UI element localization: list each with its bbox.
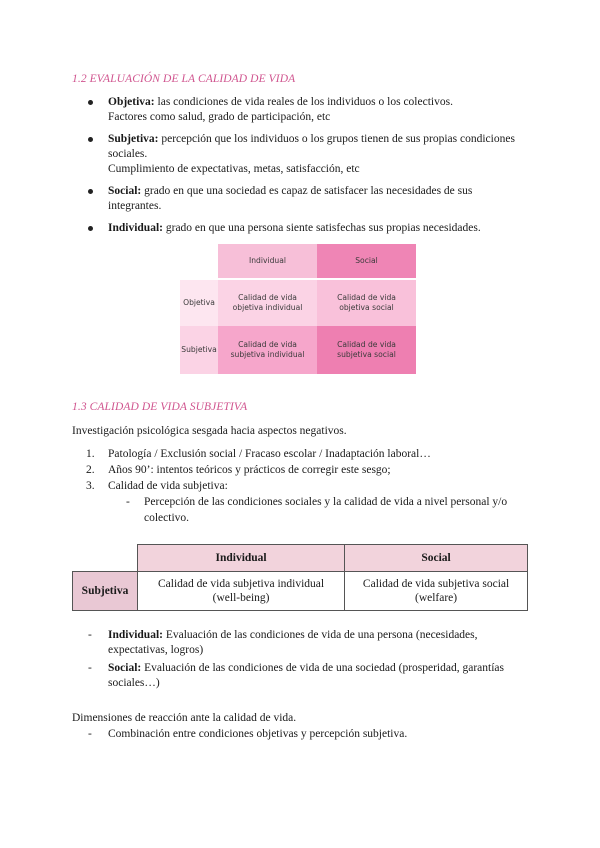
table-corner: [73, 545, 138, 572]
matrix-cell-subjetiva-social: Calidad de vida subjetiva social: [317, 326, 416, 374]
dash-item-individual: - Individual: Evaluación de las condiciones de vida de una persona (necesidades, expectativas, logros): [88, 629, 478, 656]
bullet-extra: Factores como salud, grado de participación, etc: [108, 111, 331, 123]
dash-item-social: - Social: Evaluación de las condiciones de vida de una sociedad (prosperidad, garantías sociales…): [88, 662, 504, 689]
bullet-social: [86, 184, 526, 214]
bullet-dot-icon: [88, 100, 93, 105]
bullet-subjetiva: [86, 132, 526, 177]
bullet-text: grado en que una persona siente satisfechas sus propias necesidades.: [162, 222, 481, 234]
section-heading-evaluacion: 1.2 EVALUACIÓN DE LA CALIDAD DE VIDA: [72, 73, 296, 85]
numbered-item: 3. Calidad de vida subjetiva:: [86, 480, 228, 492]
bullet-text: percepción que los individuos o los grupos tienen de sus propias condiciones sociales.: [108, 133, 515, 160]
table-col-individual: Individual: [138, 545, 345, 572]
section-heading-subjetiva: 1.3 CALIDAD DE VIDA SUBJETIVA: [72, 401, 248, 413]
table-cell-social: Calidad de vida subjetiva social (welfare): [345, 572, 528, 611]
intro-paragraph: Investigación psicológica sesgada hacia aspectos negativos.: [72, 425, 347, 437]
numbered-item: 2. Años 90’: intentos teóricos y prácticos de corregir este sesgo;: [86, 464, 391, 476]
bullet-objetiva: [86, 95, 526, 125]
bullet-dot-icon: [88, 189, 93, 194]
bullet-term: Subjetiva:: [108, 133, 159, 145]
bullet-text: grado en que una sociedad es capaz de satisfacer las necesidades de sus integrantes.: [108, 185, 473, 212]
matrix-col-social: Social: [317, 244, 416, 278]
sub-dash: -: [126, 496, 130, 508]
bullet-extra: Cumplimiento de expectativas, metas, satisfacción, etc: [108, 163, 360, 175]
table-row-subjetiva: Subjetiva: [73, 572, 138, 611]
matrix-row-objetiva: Objetiva: [180, 280, 218, 326]
matrix-cell-objetiva-individual: Calidad de vida objetiva individual: [218, 280, 317, 326]
bullet-text: las condiciones de vida reales de los individuos o los colectivos.: [154, 96, 453, 108]
matrix-col-individual: Individual: [218, 244, 317, 278]
sub-item-text: Percepción de las condiciones sociales y la calidad de vida a nivel personal y/o colectivo.: [144, 496, 508, 524]
quality-of-life-matrix-image: [180, 244, 416, 374]
dimensions-dash-item: - Combinación entre condiciones objetivas y percepción subjetiva.: [88, 728, 408, 740]
bullet-dot-icon: [88, 226, 93, 231]
bullet-individual: [86, 221, 526, 236]
bullet-dot-icon: [88, 137, 93, 142]
bullet-term: Social:: [108, 185, 142, 197]
matrix-row-subjetiva: Subjetiva: [180, 326, 218, 374]
table-cell-individual: Calidad de vida subjetiva individual (well-being): [138, 572, 345, 611]
bullet-term: Objetiva:: [108, 96, 155, 108]
matrix-cell-objetiva-social: Calidad de vida objetiva social: [317, 280, 416, 326]
matrix-cell-subjetiva-individual: Calidad de vida subjetiva individual: [218, 326, 317, 374]
evaluation-bullet-list: [86, 95, 526, 243]
numbered-list: [86, 446, 431, 494]
bullet-term: Individual:: [108, 222, 163, 234]
subjective-quality-table: [72, 544, 528, 611]
numbered-item: 1. Patología / Exclusión social / Fracaso escolar / Inadaptación laboral…: [86, 448, 431, 460]
dimensions-paragraph: Dimensiones de reacción ante la calidad de vida.: [72, 712, 297, 724]
table-col-social: Social: [345, 545, 528, 572]
